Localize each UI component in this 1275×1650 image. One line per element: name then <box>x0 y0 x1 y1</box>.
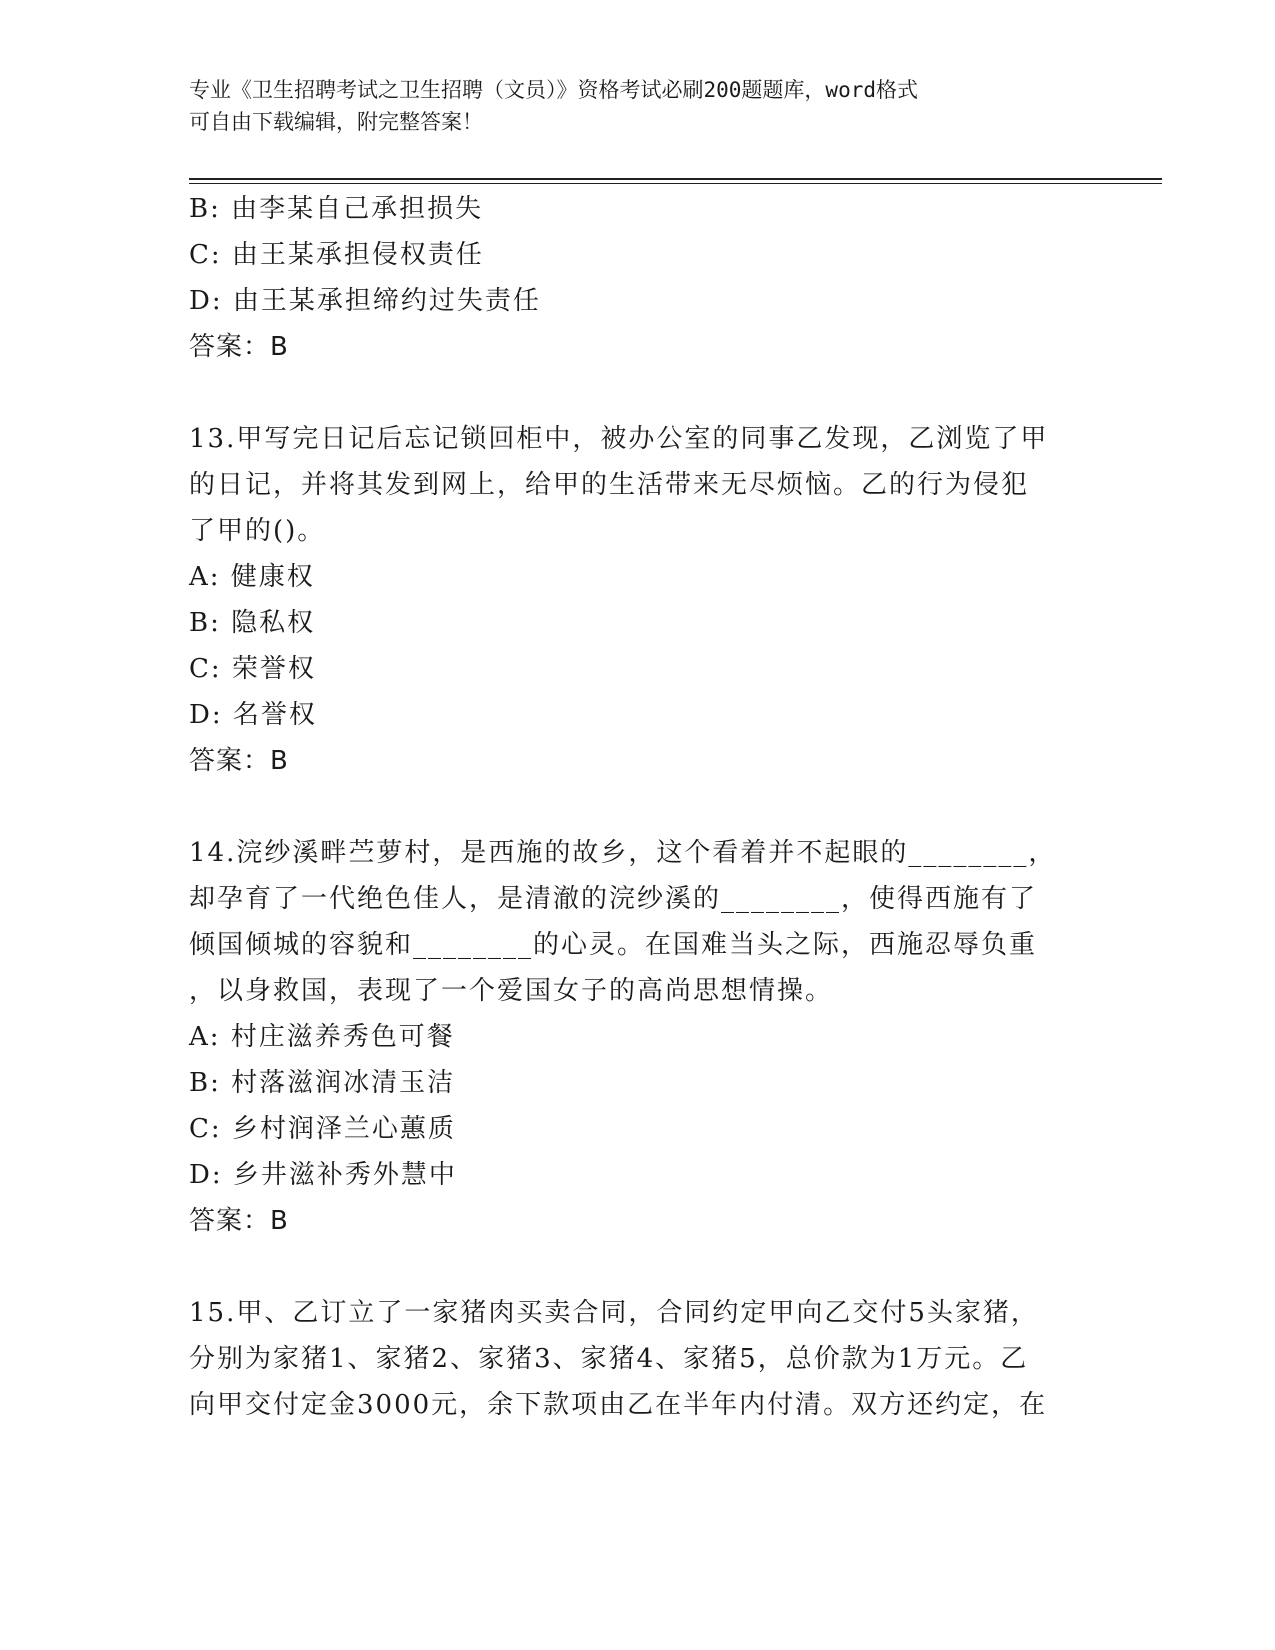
option-c: C: 荣誉权 <box>189 654 316 684</box>
question-stem-line: 14.浣纱溪畔苎萝村，是西施的故乡，这个看着并不起眼的________， <box>189 838 1057 868</box>
question-stem-line: 的日记，并将其发到网上，给甲的生活带来无尽烦恼。乙的行为侵犯 <box>189 470 1030 500</box>
question-15 <box>189 1290 1089 1428</box>
question-stem-line: ，以身救国，表现了一个爱国女子的高尚思想情操。 <box>189 976 834 1006</box>
header-divider-thick <box>189 178 1162 180</box>
spacer <box>189 1244 1089 1290</box>
question-stem-line: 了甲的()。 <box>189 516 326 546</box>
option-a: A: 健康权 <box>189 562 315 592</box>
question-stem-line: 13.甲写完日记后忘记锁回柜中，被办公室的同事乙发现，乙浏览了甲 <box>189 424 1049 454</box>
question-12-tail <box>189 186 1089 370</box>
header-divider-thin <box>189 183 1162 184</box>
header-title-line-1: 专业《卫生招聘考试之卫生招聘（文员）》资格考试必刷200题题库，word格式 <box>189 78 918 102</box>
answer-line: 答案：B <box>189 1206 289 1236</box>
option-b: B: 村落滋润冰清玉洁 <box>189 1068 456 1098</box>
answer-line: 答案：B <box>189 746 289 776</box>
option-d: D: 名誉权 <box>189 700 317 730</box>
header-title-line-2: 可自由下载编辑，附完整答案！ <box>189 110 483 134</box>
question-stem-line: 向甲交付定金3000元，余下款项由乙在半年内付清。双方还约定，在 <box>189 1390 1048 1420</box>
answer-line: 答案：B <box>189 332 289 362</box>
spacer <box>189 784 1089 830</box>
option-c: C: 由王某承担侵权责任 <box>189 240 484 270</box>
question-stem-line: 却孕育了一代绝色佳人，是清澈的浣纱溪的________，使得西施有了 <box>189 884 1038 914</box>
question-stem-line: 15.甲、乙订立了一家猪肉买卖合同，合同约定甲向乙交付5头家猪， <box>189 1298 1039 1328</box>
question-stem-line: 倾国倾城的容貌和________的心灵。在国难当头之际，西施忍辱负重 <box>189 930 1038 960</box>
document-body <box>189 186 1089 1428</box>
question-stem-line: 分别为家猪1、家猪2、家猪3、家猪4、家猪5，总价款为1万元。乙 <box>189 1344 1029 1374</box>
document-header <box>189 74 1089 138</box>
question-13 <box>189 416 1089 784</box>
spacer <box>189 370 1089 416</box>
option-b: B: 由李某自己承担损失 <box>189 194 484 224</box>
option-c: C: 乡村润泽兰心蕙质 <box>189 1114 456 1144</box>
question-14 <box>189 830 1089 1244</box>
option-b: B: 隐私权 <box>189 608 316 638</box>
option-d: D: 由王某承担缔约过失责任 <box>189 286 541 316</box>
option-a: A: 村庄滋养秀色可餐 <box>189 1022 455 1052</box>
option-d: D: 乡井滋补秀外慧中 <box>189 1160 457 1190</box>
